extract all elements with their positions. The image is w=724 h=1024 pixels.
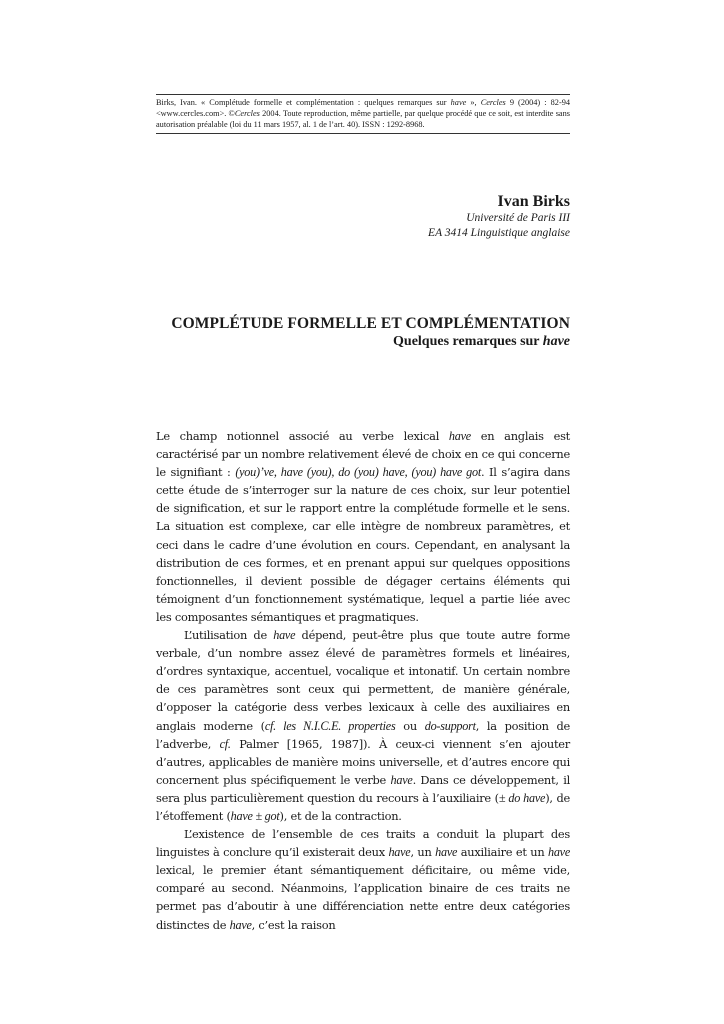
text-run: . Dans ce développement, il sera plus particulièrement question du recours à l’auxiliaire ( (156, 772, 570, 805)
italic-term: (you)’ve, have (you), do (you) have, (you) have got (235, 465, 482, 480)
text-run: Palmer [1965, 1987]). À ceux-ci viennent s’en ajouter d’autres, applicables de manière moins universelle, et d’autres encore qui concernent plus spécifiquement le verbe (156, 736, 570, 787)
paragraph (156, 825, 570, 934)
italic-term: have (273, 628, 296, 643)
italic-term: ± do have (498, 790, 546, 805)
text-run: Le champ notionnel associé au verbe lexical (156, 429, 449, 443)
italic-term: do-support (424, 718, 476, 733)
italic-term: have (547, 845, 570, 860)
italic-term: cf. (219, 736, 231, 751)
paragraph (156, 626, 570, 825)
article-title: COMPLÉTUDE FORMELLE ET COMPLÉMENTATION (171, 315, 570, 332)
citation-have: have (450, 98, 467, 107)
citation-journal: Cercles (480, 98, 506, 107)
text-run: . Il s’agira dans cette étude de s’interroger sur la nature de ces choix, sur leur potentiel de signification, et sur le rapport entre la complétude formelle et le sens. La situation est complexe, car elle intègre de nombreux paramètres, et ceci dans le cadre d’une évolution en cours. Cependant, en analysant la distribution de ces formes, et en prenant appui sur quelques oppositions fonctionnelles, il devient possible de dégager certains éléments qui témoignent d’un fonctionnement systématique, lequel a partie liée avec les composantes sémantiques et pragmatiques. (156, 465, 570, 624)
citation-text: Birks, Ivan. « Complétude formelle et complémentation : quelques remarques sur (156, 98, 451, 107)
text-run: L’existence de l’ensemble de ces traits a conduit la plupart des linguistes à conclure qu’il existerait deux (156, 827, 570, 860)
author-block (428, 193, 570, 241)
text-run: L’utilisation de (184, 628, 274, 643)
text-run: , la position de l’adverbe, (156, 718, 570, 751)
author-affiliation: EA 3414 Linguistique anglaise (428, 227, 570, 239)
citation-text: », (466, 98, 481, 107)
citation-text: 2004. Toute reproduction, même partielle, par quelque procédé que ce soit, est interdite sans autorisation préalable (loi du 11 mars 1957, al. 1 de l’art. 40). ISSN : 1292-8968. (156, 109, 570, 129)
author-affiliation: Université de Paris III (466, 212, 570, 224)
document-page (156, 0, 570, 1024)
citation-text: 9 (2004) : 82-94 <www.cercles.com>. © (156, 98, 570, 118)
text-run: lexical, le premier étant sémantiquement déficitaire, ou même vide, comparé au second. Néanmoins, l’application binaire de ces traits ne permet pas d’aboutir à une différenciation nette entre deux catégories distinctes de (156, 863, 570, 932)
author-name: Ivan Birks (497, 193, 570, 210)
text-run: dépend, peut-être plus que toute autre forme verbale, d’un nombre assez élevé de paramètres formels et linéaires, d’ordres syntaxique, accentuel, vocalique et intonatif. Un certain nombre de ces paramètres sont ceux qui permettent, de manière générale, d’opposer la catégorie dess verbes lexicaux à celle des auxiliaires en anglais moderne ( (156, 628, 570, 733)
citation-header (156, 94, 570, 134)
italic-term: have (435, 845, 458, 860)
article-body (156, 427, 570, 934)
text-run: ), et de la contraction. (279, 808, 402, 823)
text-run: , un (410, 845, 436, 860)
italic-term: have (448, 429, 471, 443)
citation-journal: Cercles (234, 109, 260, 118)
subtitle-text: Quelques remarques sur (393, 334, 543, 349)
text-run: auxiliaire et un (457, 845, 548, 860)
text-run: en anglais est caractérisé par un nombre relativement élevé de choix en ce qui concerne le signifiant : (156, 429, 570, 480)
italic-term: cf. les N.I.C.E. properties (264, 718, 396, 733)
italic-term: have (390, 772, 413, 787)
subtitle-have: have (542, 334, 570, 349)
text-run: ou (395, 718, 425, 733)
title-block (156, 315, 570, 350)
italic-term: have (229, 917, 252, 932)
text-run: ), de l’étoffement ( (156, 790, 570, 823)
text-run: , c’est la raison (251, 917, 336, 932)
italic-term: have (388, 845, 411, 860)
italic-term: have ± got (230, 808, 280, 823)
paragraph (156, 427, 570, 626)
article-subtitle (156, 333, 570, 350)
